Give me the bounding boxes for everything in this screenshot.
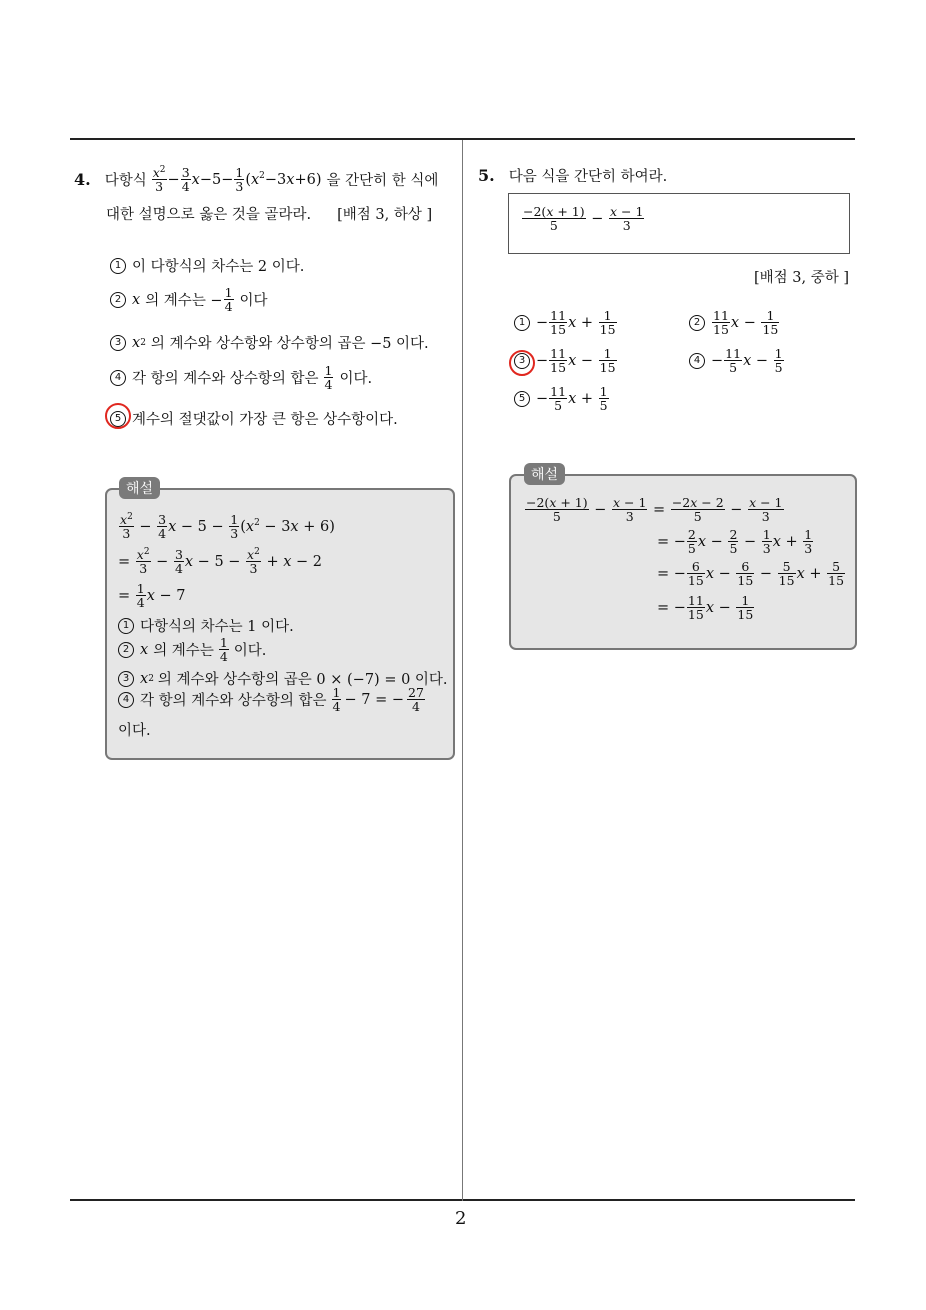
solution-line: = $\frac{x^2}{3}$ − $\frac{3}{4}$ x − 5 − $\frac{x^2}{3}$ + x − 2 bbox=[118, 547, 322, 577]
q4-stem-line2 bbox=[106, 203, 432, 224]
solution-line: = − $\frac{11}{15}$ x − $\frac{1}{15}$ bbox=[657, 593, 754, 623]
fraction: $\frac{x^2}{3}$ bbox=[152, 165, 166, 195]
choice-marker: 4 bbox=[689, 353, 705, 369]
score-label: [배점 3, 하상 ] bbox=[337, 207, 433, 223]
solution-line: $\frac{-2(x + 1)}{5}$ − $\frac{x - 1}{3}$ = $\frac{-2x - 2}{5}$ − $\frac{x - 1}{3}$ bbox=[526, 495, 783, 525]
solution-line: = − $\frac{6}{15}$ x − $\frac{6}{15}$ − $\frac{5}{15}$ x + $\frac{5}{15}$ bbox=[657, 559, 845, 589]
q4-stem-line1: 4. 다항식 $\frac{x^2}{3}$ − $\frac{3}{4}$ x−5− $\frac{1}{3}$ $(x^2-3x+6)$ 을 간단히 한 식에 bbox=[74, 165, 439, 195]
fraction: $\frac{1}{4}$ bbox=[324, 363, 333, 393]
choice-marker: 2 bbox=[110, 292, 126, 308]
choice-5[interactable]: 5 − $\frac{11}{5}$ x + $\frac{1}{5}$ bbox=[514, 385, 610, 412]
choice-1[interactable]: 1 − $\frac{11}{15}$ x + $\frac{1}{15}$ bbox=[514, 309, 618, 336]
answer-mark-circle bbox=[105, 403, 131, 429]
choice-3[interactable]: 3 x 2 의 계수와 상수항와 상수항의 곱은 −5 이다. bbox=[110, 332, 429, 353]
question-number: 4. bbox=[74, 170, 91, 190]
choice-marker: 4 bbox=[110, 370, 126, 386]
answer-mark-circle bbox=[509, 350, 535, 376]
choice-marker: 2 bbox=[689, 315, 705, 331]
expression: $\frac{-2(x + 1)}{5}$ − $\frac{x - 1}{3}$ bbox=[523, 204, 644, 234]
choice-marker: 1 bbox=[514, 315, 530, 331]
choice-2[interactable]: 2 x 의 계수는 − $\frac{1}{4}$ 이다 bbox=[110, 286, 268, 313]
choice-marker: 3 bbox=[110, 335, 126, 351]
stem-text: 대한 설명으로 옳은 것을 골라라. bbox=[106, 207, 312, 223]
solution-line: = $\frac{1}{4}$ x − 7 bbox=[118, 581, 186, 611]
stem-text: 다항식 bbox=[104, 173, 147, 190]
fraction: $\frac{1}{4}$ bbox=[224, 285, 233, 315]
choice-1[interactable]: 1 이 다항식의 차수는 2 이다. bbox=[110, 255, 304, 276]
choice-marker: 3 bbox=[514, 353, 530, 369]
fraction: $\frac{3}{4}$ bbox=[181, 165, 190, 195]
solution-line: 3 x 2 의 계수와 상수항의 곱은 0 × (−7) = 0 이다. bbox=[118, 668, 448, 689]
choice-2[interactable]: 2 $\frac{11}{15}$ x − $\frac{1}{15}$ bbox=[689, 309, 780, 336]
page-number: 2 bbox=[455, 1208, 467, 1229]
stem-text: 을 간단히 한 식에 bbox=[326, 173, 439, 190]
stem-text: 다음 식을 간단히 하여라. bbox=[508, 169, 668, 185]
solution-line: 이다. bbox=[118, 723, 151, 739]
choice-marker: 5 bbox=[514, 391, 530, 407]
solution-line: = − $\frac{2}{5}$ x − $\frac{2}{5}$ − $\frac{1}{3}$ x + $\frac{1}{3}$ bbox=[657, 527, 813, 557]
choice-3[interactable]: 3 − $\frac{11}{15}$ x − $\frac{1}{15}$ bbox=[514, 347, 618, 374]
question-number: 5. bbox=[478, 166, 495, 185]
solution-line: 4 각 항의 계수와 상수항의 합은 $\frac{1}{4}$ − 7 = − $\frac{27}{4}$ bbox=[118, 686, 426, 713]
solution-tab: 해설 bbox=[524, 463, 565, 485]
choice-4[interactable]: 4 각 항의 계수와 상수항의 합은 $\frac{1}{4}$ 이다. bbox=[110, 364, 372, 391]
fraction: $\frac{1}{3}$ bbox=[235, 165, 244, 195]
score-label: [배점 3, 중하 ] bbox=[754, 270, 850, 286]
choice-marker: 1 bbox=[110, 258, 126, 274]
q5-stem bbox=[478, 165, 667, 186]
solution-line: 1 다항식의 차수는 1 이다. bbox=[118, 615, 294, 636]
solution-line: $\frac{x^2}{3}$ − $\frac{3}{4}$ x − 5 − $\frac{1}{3}$ $(x^2 - 3x + 6)$ bbox=[120, 512, 335, 542]
choice-marker: 5 bbox=[110, 411, 126, 427]
column-divider bbox=[462, 140, 463, 1201]
solution-line: 2 x 의 계수는 $\frac{1}{4}$ 이다. bbox=[118, 636, 266, 663]
solution-tab: 해설 bbox=[119, 477, 160, 499]
choice-5[interactable]: 5 계수의 절댓값이 가장 큰 항은 상수항이다. bbox=[110, 408, 398, 429]
choice-4[interactable]: 4 − $\frac{11}{5}$ x − $\frac{1}{5}$ bbox=[689, 347, 785, 374]
